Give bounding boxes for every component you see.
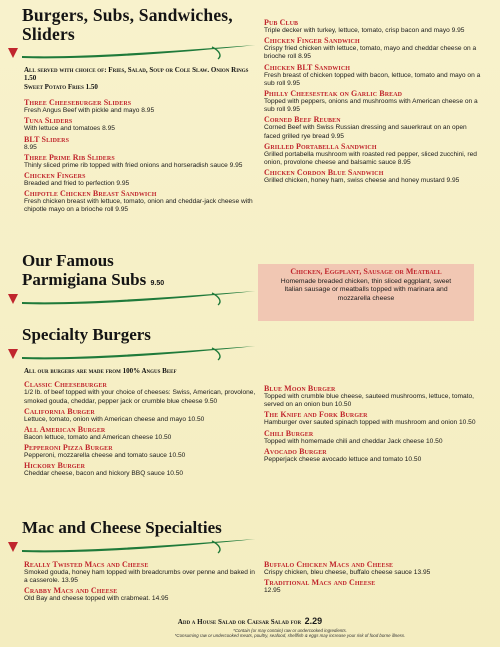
burgers-item — [24, 171, 254, 188]
swoosh-divider-parmigiana — [8, 290, 258, 308]
item-description: Lettuce, tomato, onion with American cheese and mayo 10.50 — [24, 415, 205, 423]
specialty-item — [264, 384, 479, 409]
item-name: Three Prime Rib Sliders — [24, 152, 115, 162]
item-name: The Knife and Fork Burger — [264, 410, 368, 420]
parmigiana-title-line1: Our Famous — [22, 251, 114, 270]
item-name: Avocado Burger — [264, 446, 327, 456]
item-name: Chicken Fingers — [24, 171, 86, 181]
section-title-specialty: Specialty Burgers — [22, 325, 151, 344]
item-name: Blue Moon Burger — [264, 384, 336, 393]
section-title-parmigiana — [22, 251, 222, 293]
mac-item — [264, 578, 479, 595]
sides-note: All served with choice of: Fries, Salad, Soup or Cole Slaw. Onion Rings 1.50 — [24, 66, 249, 83]
burgers-item — [24, 116, 254, 133]
item-description: Thinly sliced prime rib topped with fried onions and horseradish sauce 9.95 — [24, 161, 243, 169]
specialty-left-list — [24, 380, 256, 478]
parmigiana-box — [258, 264, 474, 321]
item-name: Chili Burger — [264, 428, 314, 438]
item-description: Topped with crumble blue cheese, sauteed mushrooms, lettuce, tomato, served on an onion bun 10.50 — [264, 393, 475, 409]
burgers-item — [264, 18, 484, 35]
mac-left-list — [24, 560, 256, 604]
disclaimer — [140, 628, 440, 638]
item-description: 8.95 — [24, 143, 37, 151]
item-description: Fresh breast of chicken topped with bacon, lettuce, tomato and mayo on a sub roll 9.95 — [264, 71, 481, 87]
item-name: Tuna Sliders — [24, 116, 73, 126]
swoosh-divider-specialty — [8, 345, 258, 363]
swoosh-divider-burgers — [8, 44, 258, 62]
item-description: Topped with peppers, onions and mushrooms with American cheese on a sub roll 9.95 — [264, 98, 478, 114]
burgers-right-column — [264, 18, 484, 186]
burgers-item — [24, 98, 254, 115]
burgers-item — [264, 89, 484, 114]
item-name: California Burger — [24, 406, 95, 416]
item-description: Pepperoni, mozzarella cheese and tomato sauce 10.50 — [24, 452, 186, 460]
burgers-item — [24, 153, 254, 170]
add-salad-text: Add a House Salad or Caesar Salad for — [177, 618, 302, 626]
item-name: Buffalo Chicken Macs and Cheese — [264, 560, 394, 569]
section-title-mac: Mac and Cheese Specialties — [22, 518, 222, 537]
item-description: Triple decker with turkey, lettuce, tomato, crisp bacon and mayo 9.95 — [264, 27, 465, 34]
burgers-right-list — [264, 18, 484, 185]
parmigiana-title-line2: Parmigiana Subs — [22, 270, 147, 289]
item-description: Smoked gouda, honey ham topped with breadcrumbs over penne and baked in a casserole. 13.95 — [24, 569, 255, 585]
item-description: Pepperjack cheese avocado lettuce and tomato 10.50 — [264, 455, 422, 463]
mac-right-list — [264, 560, 479, 595]
burgers-left-column — [24, 66, 254, 216]
item-description: Fresh chicken breast with lettuce, tomato, onion and cheddar-jack cheese with chipotle mayo on a brioche roll 9.95 — [24, 198, 253, 214]
specialty-item — [264, 447, 479, 464]
item-name: Corned Beef Reuben — [264, 115, 341, 125]
mac-item — [24, 586, 256, 603]
item-description: 12.95 — [264, 587, 281, 595]
item-name: Grilled Portabella Sandwich — [264, 141, 377, 151]
parmigiana-box-desc: Homemade breaded chicken, thin sliced eggplant, sweet Italian sausage or meatballs topped with marinara and mozzarella cheese — [280, 277, 452, 302]
item-name: Chicken Finger Sandwich — [264, 36, 360, 46]
item-description: With lettuce and tomatoes 8.95 — [24, 125, 115, 133]
item-name: Philly Cheesesteak on Garlic Bread — [264, 89, 403, 99]
specialty-right-list — [264, 384, 479, 464]
item-description: Corned Beef with Swiss Russian dressing and sauerkraut on an open faced grilled rye bread 9.95 — [264, 124, 467, 140]
specialty-item — [264, 410, 479, 427]
specialty-item — [24, 425, 256, 442]
specialty-left-column — [24, 367, 256, 480]
item-name: Traditional Macs and Cheese — [264, 578, 376, 588]
specialty-right-column — [264, 384, 479, 465]
item-name: Really Twisted Macs and Cheese — [24, 560, 149, 569]
specialty-item — [24, 443, 256, 460]
item-description: Crispy fried chicken with lettuce, tomato, mayo and cheddar cheese on a brioche roll 8.95 — [264, 45, 477, 61]
mac-right-column — [264, 560, 479, 596]
mac-item — [264, 560, 479, 577]
item-description: Grilled portabella mushroom with roasted red pepper, sliced zucchini, red onion, provolone cheese and balsamic sauce 8.95 — [264, 150, 477, 167]
burgers-item — [24, 189, 254, 214]
burgers-item — [264, 63, 484, 88]
add-salad-price: 2.29 — [304, 616, 323, 626]
item-name: All American Burger — [24, 425, 106, 435]
item-name: Chicken Cordon Blue Sandwich — [264, 168, 384, 178]
item-name: Crabby Macs and Cheese — [24, 586, 118, 596]
item-name: Pub Club — [264, 18, 299, 27]
specialty-item — [24, 461, 256, 478]
item-description: Bacon lettuce, tomato and American cheese 10.50 — [24, 434, 172, 442]
item-description: Breaded and fried to perfection 9.95 — [24, 180, 130, 188]
burgers-item — [264, 115, 484, 140]
item-description: Crispy chicken, bleu cheese, buffalo cheese sauce 13.95 — [264, 569, 431, 576]
section-title-burgers: Burgers, Subs, Sandwiches, Sliders — [22, 5, 233, 44]
item-name: Chicken BLT Sandwich — [264, 62, 351, 72]
item-name: Three Cheeseburger Sliders — [24, 98, 132, 108]
item-name: BLT Sliders — [24, 134, 70, 144]
angus-note: All our burgers are made from 100% Angus Beef — [24, 367, 177, 375]
burgers-left-list — [24, 98, 254, 214]
disclaimer-line2: *Consuming raw or undercooked meats, poultry, seafood, shellfish & eggs may increase your risk of food borne illness. — [174, 633, 406, 638]
specialty-item — [264, 429, 479, 446]
item-description: Topped with homemade chili and cheddar Jack cheese 10.50 — [264, 437, 443, 445]
item-description: 1/2 lb. of beef topped with your choice of cheeses: Swiss, American, provolone, smoked gouda, cheddar, pepper jack or crumble blue cheese 9.50 — [24, 389, 256, 405]
burgers-item — [264, 168, 484, 185]
item-description: Hamburger over sauted spinach topped with mushroom and onion 10.50 — [264, 419, 476, 427]
disclaimer-line1: *Contain (or may contain) raw or undercooked ingredients. — [233, 628, 347, 633]
item-description: Cheddar cheese, bacon and hickory BBQ sauce 10.50 — [24, 470, 184, 478]
item-description: Grilled chicken, honey ham, swiss cheese and honey mustard 9.95 — [264, 177, 460, 185]
item-description: Fresh Angus Beef with pickle and mayo 8.95 — [24, 107, 155, 115]
burgers-item — [264, 142, 484, 167]
parmigiana-price: 9.50 — [150, 280, 165, 287]
item-description: Old Bay and cheese topped with crabmeat. 14.95 — [24, 595, 169, 603]
item-name: Hickory Burger — [24, 461, 86, 471]
specialty-item — [24, 407, 256, 424]
item-name: Pepperoni Pizza Burger — [24, 443, 113, 453]
parmigiana-box-title: Chicken, Eggplant, Sausage or Meatball — [290, 267, 442, 276]
mac-left-column — [24, 560, 256, 605]
specialty-item — [24, 380, 256, 405]
sweet-potato-note: Sweet Potato Fries 1.50 — [24, 82, 98, 91]
mac-item — [24, 560, 256, 585]
burgers-item — [24, 135, 254, 152]
item-name: Classic Cheeseburger — [24, 380, 107, 390]
item-name: Chipotle Chicken Breast Sandwich — [24, 189, 157, 199]
add-salad-line — [0, 616, 500, 626]
burgers-item — [264, 36, 484, 61]
swoosh-divider-mac — [8, 538, 258, 556]
